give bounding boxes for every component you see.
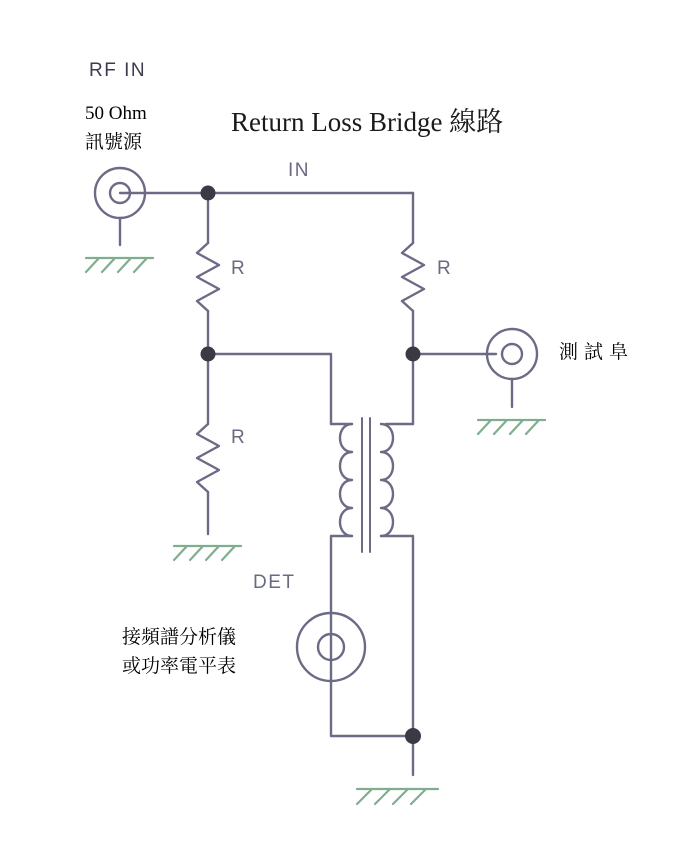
label-test-port: 測 試 阜 — [559, 341, 629, 363]
node-dot-left — [201, 347, 216, 362]
label-source-type: 50 Ohm — [85, 103, 147, 124]
node-dot-in — [201, 186, 216, 201]
label-detector-line1: 接頻譜分析儀 — [122, 626, 237, 648]
label-resistor-bottom-left: R — [231, 427, 245, 448]
node-dot-bottom — [405, 728, 421, 744]
transformer-secondary-winding — [381, 424, 393, 536]
transformer-secondary-lead-bottom — [381, 536, 413, 736]
node-dot-right — [406, 347, 421, 362]
test-port-connector-inner — [502, 344, 522, 364]
transformer-primary-winding — [340, 424, 352, 536]
ground-symbol-bottom — [357, 789, 438, 804]
label-node-in: IN — [288, 160, 310, 181]
label-node-det: DET — [253, 572, 296, 593]
resistor-top-left-symbol — [197, 243, 219, 311]
label-resistor-top-right: R — [437, 258, 451, 279]
label-detector-line2: 或功率電平表 — [122, 655, 237, 677]
ground-symbol-testport — [478, 420, 545, 434]
label-source-name: 訊號源 — [85, 131, 143, 153]
diagram-title: Return Loss Bridge 線路 — [231, 107, 504, 137]
resistor-top-right-symbol — [402, 243, 424, 311]
label-resistor-top-left: R — [231, 258, 245, 279]
wire-left-node-to-transformer — [208, 354, 331, 424]
ground-symbol-source — [86, 258, 153, 272]
resistor-bottom-left-symbol — [197, 424, 219, 492]
transformer-primary-lead-bottom — [331, 536, 352, 613]
ground-symbol-left-resistor — [174, 546, 241, 560]
wire-detector-branch — [331, 613, 413, 736]
label-rf-in: RF IN — [89, 60, 147, 81]
